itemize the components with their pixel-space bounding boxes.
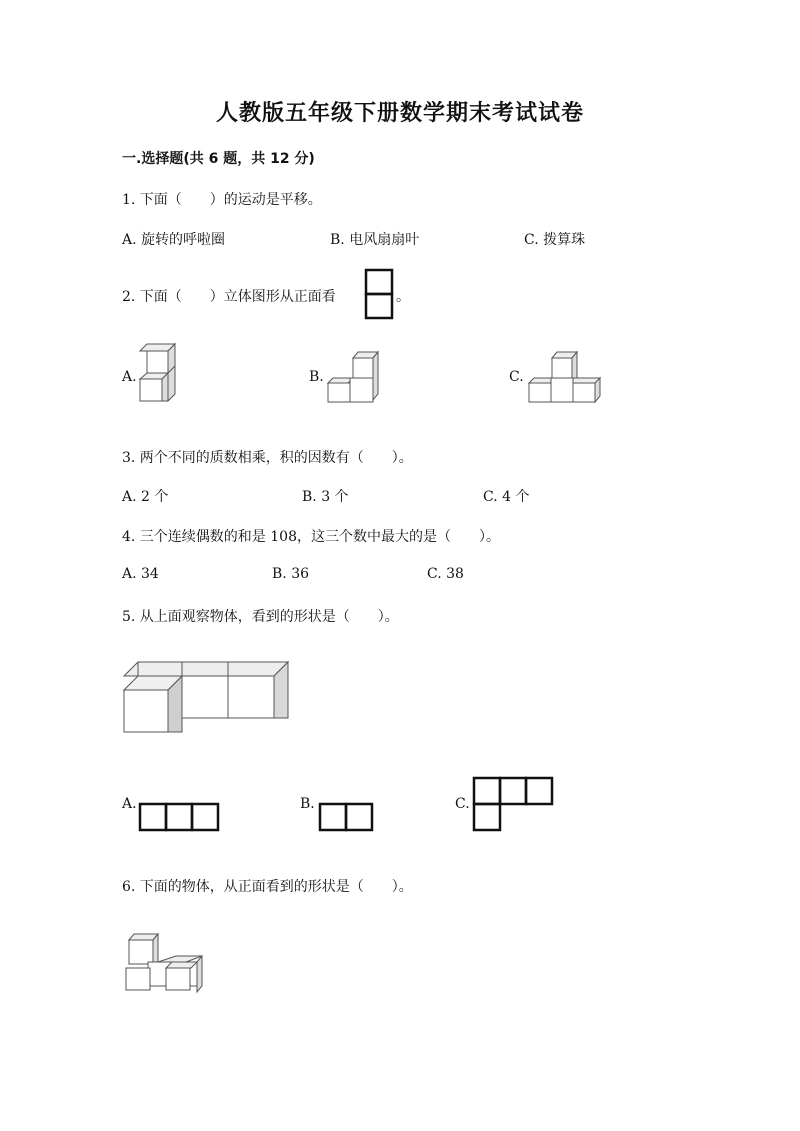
question-3: 3. 两个不同的质数相乘，积的因数有（ ）。 [122, 450, 413, 466]
q3-option-a[interactable]: A. 2 个 [122, 489, 169, 505]
q2-option-b[interactable]: B. [309, 369, 324, 385]
q6-cubes-figure [124, 932, 208, 996]
q2-option-c-cubes-figure [527, 350, 605, 404]
q4-option-a[interactable]: A. 34 [122, 566, 159, 582]
q3-option-b[interactable]: B. 3 个 [302, 489, 349, 505]
q5-cubes-figure [122, 660, 292, 736]
q5-option-b-shape [318, 802, 376, 834]
q2-option-b-cubes-figure [326, 350, 382, 404]
question-1: 1. 下面（ ）的运动是平移。 [122, 192, 322, 208]
q4-option-b[interactable]: B. 36 [272, 566, 310, 582]
q5-option-a[interactable]: A. [122, 796, 137, 812]
q5-option-c[interactable]: C. [455, 796, 470, 812]
q5-option-b[interactable]: B. [300, 796, 315, 812]
q1-option-a[interactable]: A. 旋转的呼啦圈 [122, 232, 226, 248]
front-view-figure [364, 268, 394, 320]
q2-option-a-cubes-figure [138, 342, 180, 402]
q2-option-c[interactable]: C. [509, 369, 524, 385]
q1-option-c[interactable]: C. 拨算珠 [524, 232, 586, 248]
q1-option-b[interactable]: B. 电风扇扇叶 [330, 232, 420, 248]
q4-option-c[interactable]: C. 38 [427, 566, 464, 582]
q5-option-a-shape [138, 802, 220, 834]
section-heading: 一.选择题(共 6 题，共 12 分) [122, 151, 315, 167]
question-5: 5. 从上面观察物体，看到的形状是（ ）。 [122, 609, 399, 625]
q5-option-c-shape [472, 776, 556, 834]
question-2: 2. 下面（ ）立体图形从正面看 [122, 289, 336, 305]
question-2-suffix: 。 [396, 289, 410, 305]
page-title: 人教版五年级下册数学期末考试试卷 [215, 101, 584, 126]
q3-option-c[interactable]: C. 4 个 [483, 489, 530, 505]
question-6: 6. 下面的物体，从正面看到的形状是（ ）。 [122, 879, 413, 895]
question-4: 4. 三个连续偶数的和是 108，这三个数中最大的是（ ）。 [122, 529, 500, 545]
q2-option-a[interactable]: A. [122, 369, 137, 385]
